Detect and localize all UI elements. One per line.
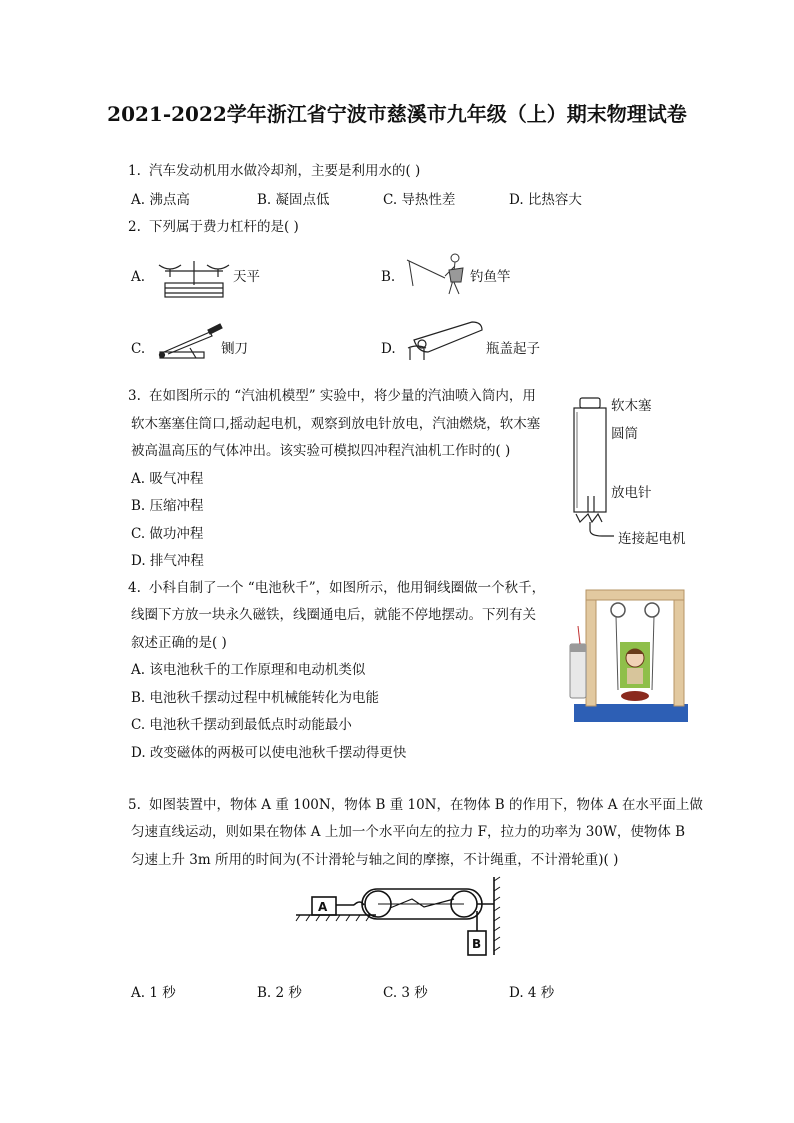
lever-cutter-illustration [150, 320, 222, 364]
q5-option-b: B. 2 秒 [257, 985, 302, 1001]
battery-swing-photo [566, 586, 690, 726]
q1-option-b: B. 凝固点低 [257, 192, 330, 208]
pulley-system-diagram [294, 875, 504, 965]
q4-option-d: D. 改变磁体的两极可以使电池秋千摆动得更快 [131, 745, 407, 761]
q4-line-3: 叙述正确的是( ) [131, 635, 227, 651]
q2-option-d-letter: D. [381, 341, 396, 357]
q5-option-c: C. 3 秒 [383, 985, 428, 1001]
q2-option-b-label: 钓鱼竿 [470, 269, 511, 285]
q5-line-1: 如图装置中，物体 A 重 100N，物体 B 重 10N，在物体 B 的作用下，物体 A 在水平面上做 [149, 797, 703, 813]
q5-option-d: D. 4 秒 [509, 985, 555, 1001]
q1-option-a: A. 沸点高 [131, 192, 190, 208]
q2-number: 2. [128, 219, 141, 235]
q3-number: 3. [128, 388, 141, 404]
q4-line-2: 线圈下方放一块永久磁铁，线圈通电后，就能不停地摆动。下列有关 [131, 607, 536, 623]
page-title: 2021-2022学年浙江省宁波市慈溪市九年级（上）期末物理试卷 [107, 102, 687, 126]
q3-option-c: C. 做功冲程 [131, 526, 204, 542]
q3-label-cork: 软木塞 [611, 398, 652, 414]
q3-label-generator: 连接起电机 [618, 531, 686, 547]
q5-number: 5. [128, 797, 141, 813]
q4-option-c: C. 电池秋千摆动到最低点时动能最小 [131, 717, 352, 733]
q3-option-d: D. 排气冲程 [131, 553, 204, 569]
q2-option-c-letter: C. [131, 341, 146, 357]
q3-line-3: 被高温高压的气体冲出。该实验可模拟四冲程汽油机工作时的( ) [131, 443, 511, 459]
block-b-label: B [472, 937, 482, 951]
q1-option-d: D. 比热容大 [509, 192, 582, 208]
q2-stem: 下列属于费力杠杆的是( ) [149, 219, 299, 235]
q2-option-a-label: 天平 [233, 269, 260, 285]
q4-number: 4. [128, 580, 141, 596]
q5-line-2: 匀速直线运动，则如果在物体 A 上加一个水平向左的拉力 F，拉力的功率为 30W，使物体 B [131, 824, 686, 840]
q4-option-b: B. 电池秋千摆动过程中机械能转化为电能 [131, 690, 380, 706]
balance-scale-illustration [155, 255, 233, 305]
q2-option-d-label: 瓶盖起子 [486, 341, 540, 357]
q5-option-a: A. 1 秒 [131, 985, 176, 1001]
q3-label-cylinder: 圆筒 [611, 426, 638, 442]
q3-line-2: 软木塞塞住筒口,摇动起电机，观察到放电针放电，汽油燃烧，软木塞 [131, 416, 541, 432]
q3-option-a: A. 吸气冲程 [131, 471, 204, 487]
engine-model-illustration [568, 396, 628, 544]
block-a-label: A [318, 900, 328, 914]
q2-option-b-letter: B. [381, 269, 396, 285]
q4-option-a: A. 该电池秋千的工作原理和电动机类似 [131, 662, 366, 678]
bottle-opener-illustration [402, 318, 486, 362]
q1-option-c: C. 导热性差 [383, 192, 456, 208]
q2-option-a-letter: A. [131, 269, 146, 285]
q1-number: 1. [128, 163, 141, 179]
fishing-rod-illustration [405, 248, 467, 300]
q1-stem: 汽车发动机用水做冷却剂，主要是利用水的( ) [149, 163, 421, 179]
q2-option-c-label: 铡刀 [221, 341, 248, 357]
q3-label-discharge-needle: 放电针 [611, 485, 652, 501]
q3-line-1: 在如图所示的 “汽油机模型” 实验中，将少量的汽油喷入筒内，用 [149, 388, 536, 404]
q5-line-3: 匀速上升 3m 所用的时间为(不计滑轮与轴之间的摩擦，不计绳重，不计滑轮重)( ) [131, 852, 619, 868]
q4-line-1: 小科自制了一个 “电池秋千”，如图所示，他用铜线圈做一个秋千， [149, 580, 546, 596]
q3-option-b: B. 压缩冲程 [131, 498, 204, 514]
